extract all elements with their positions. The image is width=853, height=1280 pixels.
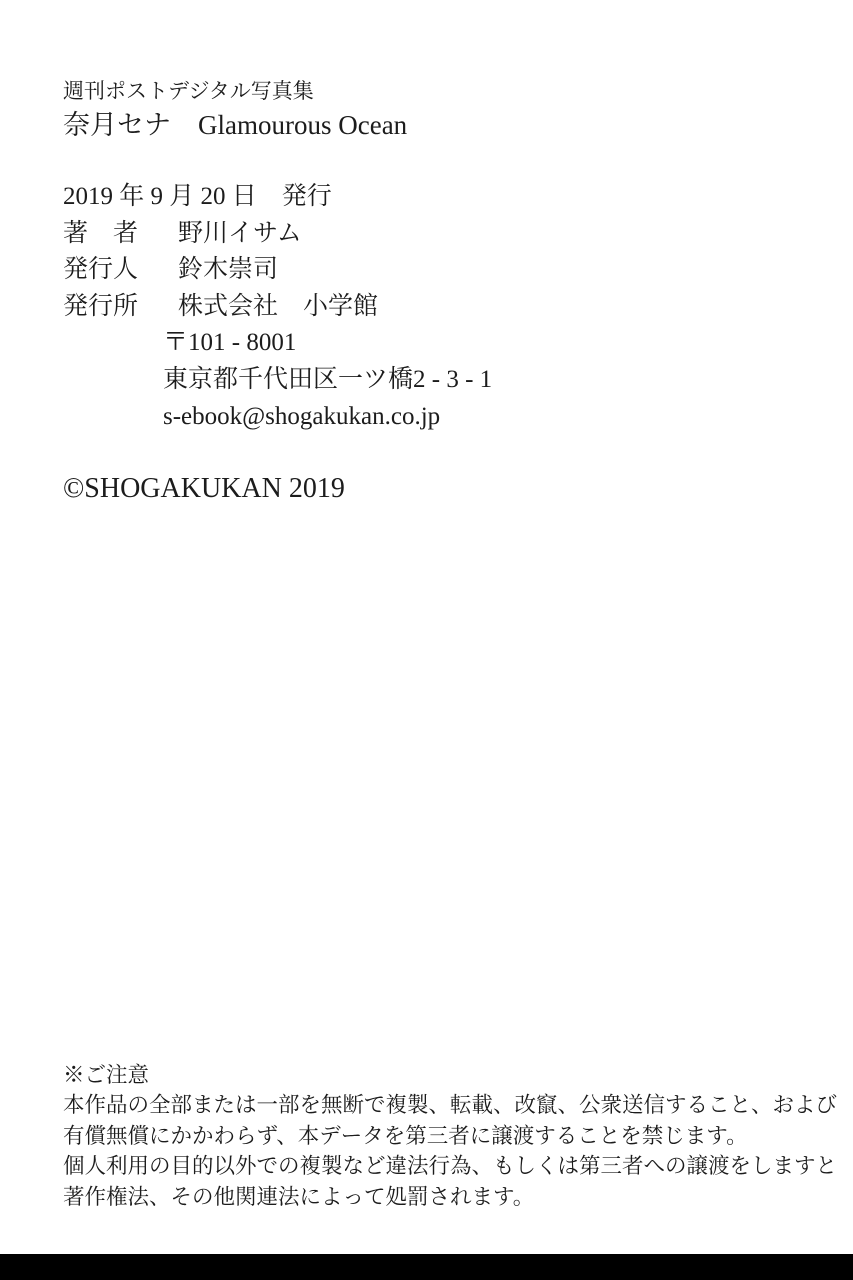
notice-line: 著作権法、その他関連法によって処罰されます。 <box>63 1184 535 1209</box>
publishing-house-name: 株式会社 小学館 <box>178 292 379 320</box>
publication-date-line: 2019 年 9 月 20 日 発行 <box>63 183 332 210</box>
title-block <box>63 75 407 143</box>
publication-info-block <box>63 179 492 435</box>
series-title: 週刊ポストデジタル写真集 <box>63 79 314 103</box>
book-title: 奈月セナ Glamourous Ocean <box>63 110 408 140</box>
contact-email: s-ebook@shogakukan.co.jp <box>163 402 441 430</box>
notice-line: 個人利用の目的以外での複製など違法行為、もしくは第三者への譲渡をしますと <box>63 1154 838 1179</box>
notice-heading: ※ご注意 <box>63 1063 150 1087</box>
publisher-label: 発行人 <box>63 256 139 284</box>
bottom-black-bar <box>0 1254 853 1280</box>
author-name: 野川イサム <box>178 219 302 247</box>
legal-notice-block <box>63 1060 837 1212</box>
notice-line: 本作品の全部または一部を無断で複製、転載、改竄、公衆送信すること、および <box>63 1093 838 1118</box>
notice-line: 有償無償にかかわらず、本データを第三者に譲渡することを禁じます。 <box>63 1123 748 1148</box>
address-line: 東京都千代田区一ツ橋2 - 3 - 1 <box>163 365 493 393</box>
publisher-line <box>63 252 492 289</box>
copyright-notice: ©SHOGAKUKAN 2019 <box>63 473 345 504</box>
publishing-house-line <box>63 289 492 326</box>
publisher-name: 鈴木崇司 <box>178 256 279 284</box>
author-label: 著 者 <box>63 219 139 247</box>
author-line <box>63 216 492 253</box>
postal-code-line: 〒101 - 8001 <box>163 329 297 357</box>
publishing-house-label: 発行所 <box>63 292 139 320</box>
